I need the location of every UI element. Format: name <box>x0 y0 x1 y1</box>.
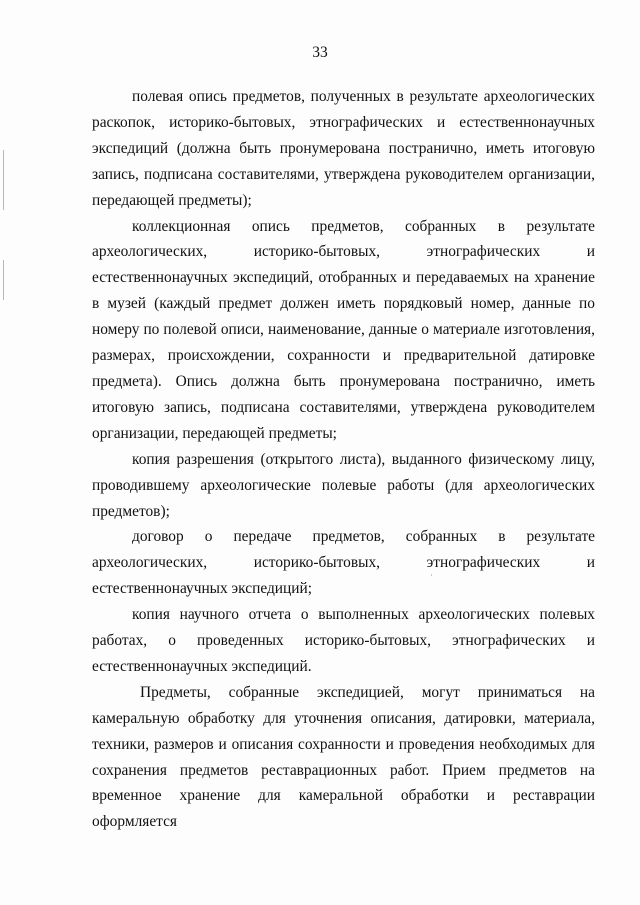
document-body <box>92 84 595 835</box>
paragraph-collection-inventory: коллекционная опись предметов, собранных в результате археологических, историко-бытовых, этнографических и естественнонаучных экспедиций, отобранных и передаваемых на хранение в музей (каждый предмет должен иметь порядковый номер, данные по номеру по полевой описи, наименование, данные о материале изготовления, размерах, происхождении, сохранности и предварительной датировке предмета). Опись должна быть пронумерована постранично, иметь итоговую запись, подписана составителями, утверждена руководителем организации, передающей предметы; <box>92 217 595 442</box>
paragraph-report-copy: копия научного отчета о выполненных археологических полевых работах, о проведенных историко-бытовых, этнографических и естественнонаучных экспедиций. <box>92 606 595 675</box>
paragraph-permit-copy: копия разрешения (открытого листа), выданного физическому лицу, проводившему археологические полевые работы (для археологических предметов); <box>92 450 595 520</box>
paragraph-field-inventory: полевая опись предметов, полученных в результате археологических раскопок, историко-бытовых, этнографических и естественнонаучных экспедиций (должна быть пронумерована постранично, иметь итоговую запись, подписана составителями, утверждена руководителем организации, передающей предметы); <box>92 88 595 209</box>
scan-edge-mark <box>3 150 4 210</box>
paragraph-cameral-processing: Предметы, собранные экспедицией, могут приниматься на камеральную обработку для уточнения описания, датировки, материала, техники, размеров и описания сохранности и проведения необходимых для сохранения предметов реставрационных работ. Прием предметов на временное хранение для камеральной обработки и реставрации оформляется <box>92 683 595 831</box>
page-number: 33 <box>312 44 328 61</box>
scan-edge-mark <box>3 260 4 300</box>
paragraph-transfer-agreement: договор о передаче предметов, собранных в результате археологических, историко-бытовых, этнографических и естественнонаучных экспедиций; <box>92 528 595 598</box>
